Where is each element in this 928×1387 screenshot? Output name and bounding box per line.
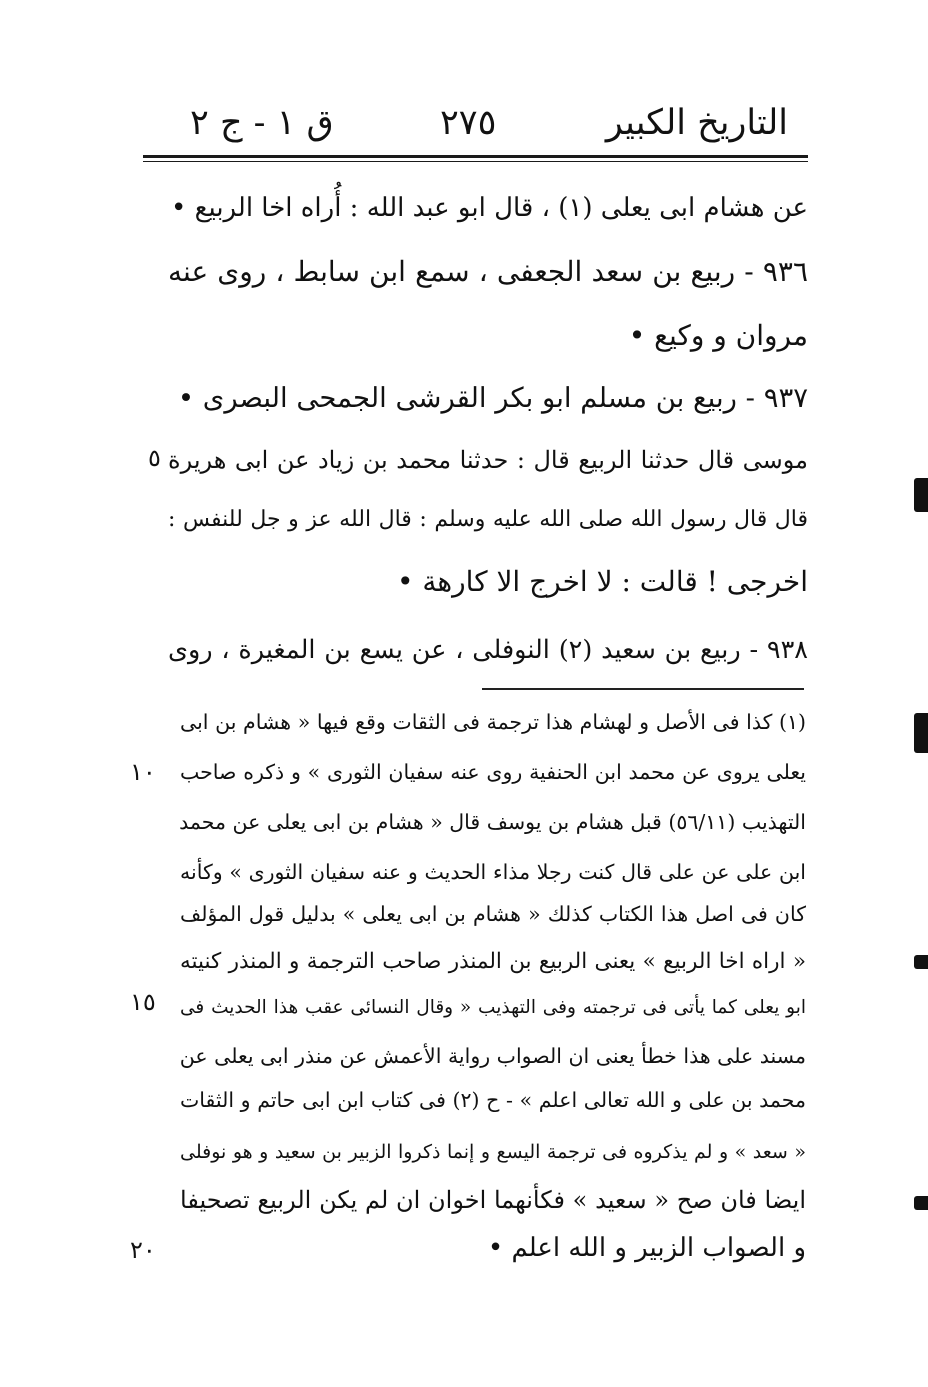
- margin-line-number-15: ١٥: [130, 988, 156, 1016]
- running-head-title: التاريخ الكبير: [605, 103, 788, 143]
- volume-reference: ق ١ - ج ٢: [190, 103, 334, 143]
- footnote-line-8: مسند على هذا خطأ يعنى ان الصواب رواية الأعمش عن منذر ابى يعلى عن: [179, 1044, 806, 1068]
- entry-936-line-1: ٩٣٦ - ربيع بن سعد الجعفى ، سمع ابن سابط ، روى عنه: [168, 255, 808, 288]
- footnote-line-4: ابن على عن على قال كنت رجلا مذاء الحديث و عنه سفيان الثورى » وكأنه: [180, 860, 806, 884]
- body-line-6: قال قال رسول الله صلى الله عليه وسلم : قال الله عز و جل للنفس :: [168, 507, 808, 532]
- footnote-line-7: ابو يعلى كما يأتى فى ترجمته وفى التهذيب « وقال النسائى عقب هذا الحديث فى: [180, 997, 806, 1018]
- footnote-line-11: ايضا فان صح « سعيد » فكأنهما اخوان ان لم يكن الربيع تصحيفا: [180, 1186, 806, 1214]
- footnote-line-2: يعلى يروى عن محمد ابن الحنفية روى عنه سفيان الثورى » و ذكره صاحب: [180, 760, 806, 784]
- footnote-line-9: محمد بن على و الله تعالى اعلم » - ح (٢) فى كتاب ابن ابى حاتم و الثقات: [180, 1088, 806, 1112]
- body-line-1: عن هشام ابى يعلى (١) ، قال ابو عبد الله : أُراه اخا الربيع •: [171, 193, 808, 223]
- scan-edge-mark: [914, 478, 928, 512]
- footnote-line-12: و الصواب الزبير و الله اعلم •: [487, 1233, 806, 1263]
- entry-938-line-1: ٩٣٨ - ربيع بن سعيد (٢) النوفلى ، عن يسع بن المغيرة ، روى: [168, 635, 808, 665]
- footnote-separator: [482, 688, 804, 690]
- footnote-line-10: « سعد » و لم يذكروه فى ترجمة اليسع و إنما ذكروا الزبير بن سعيد و هو نوفلى: [180, 1141, 806, 1163]
- scan-edge-mark: [914, 713, 928, 753]
- margin-line-number-20: ٢٠: [130, 1236, 156, 1264]
- scan-edge-mark: [914, 955, 928, 969]
- margin-line-number-5: ٥: [148, 444, 161, 472]
- footnote-line-3: التهذيب (٥٦/١١) قبل هشام بن يوسف قال « هشام بن ابى يعلى عن محمد: [179, 810, 806, 834]
- margin-line-number-10: ١٠: [130, 758, 156, 786]
- footnote-line-6: « اراه اخا الربيع » يعنى الربيع بن المنذر صاحب الترجمة و المنذر كنيته: [180, 949, 806, 974]
- scan-edge-mark: [914, 1196, 928, 1210]
- body-line-7: اخرجى ! قالت : لا اخرج الا كارهة •: [396, 565, 808, 598]
- page-number: ٢٧٥: [440, 103, 497, 143]
- body-line-5: موسى قال حدثنا الربيع قال : حدثنا محمد بن زياد عن ابى هريرة: [168, 446, 808, 474]
- entry-937-line-1: ٩٣٧ - ربيع بن مسلم ابو بكر القرشى الجمحى البصرى •: [177, 382, 808, 414]
- footnote-line-5: كان فى اصل هذا الكتاب كذلك « هشام بن ابى يعلى » بدليل قول المؤلف: [180, 902, 806, 926]
- header-rule-thin: [143, 161, 808, 162]
- entry-936-line-2: مروان و وكيع •: [628, 319, 808, 352]
- header-rule-thick: [143, 155, 808, 158]
- footnote-line-1: (١) كذا فى الأصل و لهشام هذا ترجمة فى الثقات وقع فيها « هشام بن ابى: [180, 710, 806, 734]
